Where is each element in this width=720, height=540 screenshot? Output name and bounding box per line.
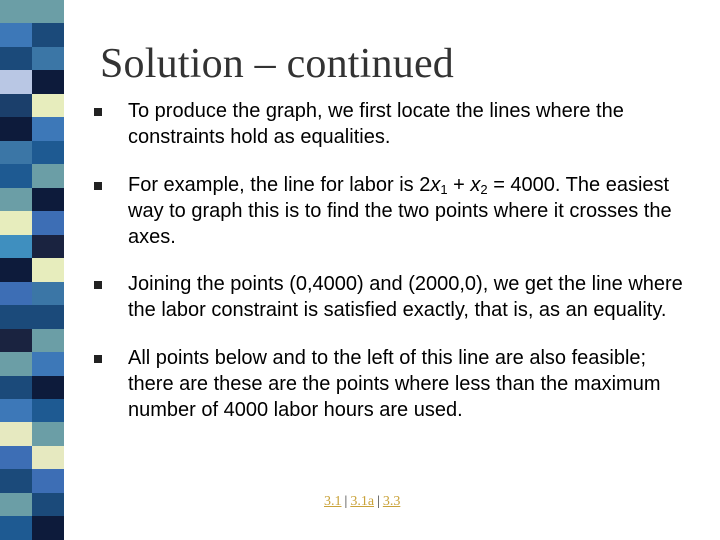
bullet-text-part: For example, the line for labor is 2 [128, 174, 431, 196]
bullet-text-part: = 4000. The easiest way to graph this is to find the two points where it crosses the axes. [128, 174, 672, 248]
link-3-3[interactable]: 3.3 [382, 494, 401, 509]
strip-cell [32, 235, 64, 258]
strip-cell [32, 516, 64, 539]
variable-x: x [470, 174, 481, 196]
strip-cell [0, 493, 32, 516]
strip-cell [32, 493, 64, 516]
strip-cell [32, 117, 64, 140]
variable-x: x [430, 174, 441, 196]
strip-cell [0, 422, 32, 445]
bullet-list [92, 98, 692, 445]
strip-cell [0, 469, 32, 492]
strip-cell [32, 422, 64, 445]
bullet-item [92, 271, 692, 323]
strip-cell [32, 164, 64, 187]
square-bullet-icon [94, 108, 102, 116]
strip-cell [32, 305, 64, 328]
bullet-text: To produce the graph, we first locate the lines where the constraints hold as equalities. [128, 100, 624, 148]
strip-cell [0, 47, 32, 70]
strip-cell [0, 235, 32, 258]
strip-cell [0, 70, 32, 93]
strip-cell [0, 0, 32, 23]
bullet-text [128, 174, 672, 248]
strip-cell [0, 376, 32, 399]
decorative-color-strip [0, 0, 64, 540]
strip-cell [0, 164, 32, 187]
strip-cell [0, 305, 32, 328]
link-3-1a[interactable]: 3.1a [350, 494, 375, 509]
strip-cell [32, 188, 64, 211]
strip-cell [0, 446, 32, 469]
bullet-text: Joining the points (0,4000) and (2000,0), we get the line where the labor constraint is satisfied exactly, that is, as an equality. [128, 273, 683, 321]
square-bullet-icon [94, 355, 102, 363]
strip-cell [32, 211, 64, 234]
strip-cell [0, 258, 32, 281]
slide-title: Solution – continued [100, 41, 454, 87]
strip-cell [32, 469, 64, 492]
strip-cell [32, 329, 64, 352]
strip-cell [0, 117, 32, 140]
separator: | [377, 494, 380, 509]
bullet-text-part: + [447, 174, 471, 196]
square-bullet-icon [94, 182, 102, 190]
strip-cell [32, 352, 64, 375]
separator: | [344, 494, 348, 509]
subscript: 1 [440, 182, 448, 197]
strip-cell [32, 70, 64, 93]
bullet-item [92, 345, 692, 423]
bullet-item [92, 98, 692, 150]
strip-cell [32, 94, 64, 117]
footer-navigation [324, 494, 400, 510]
bullet-item [92, 172, 692, 250]
bullet-text: All points below and to the left of this line are also feasible; there are these are the points where less than the maximum number of 4000 labor hours are used. [128, 347, 661, 421]
strip-cell [0, 188, 32, 211]
strip-cell [0, 211, 32, 234]
square-bullet-icon [94, 281, 102, 289]
strip-cell [0, 329, 32, 352]
strip-cell [0, 516, 32, 539]
strip-cell [0, 94, 32, 117]
strip-cell [0, 23, 32, 46]
strip-cell [0, 399, 32, 422]
strip-cell [32, 0, 64, 23]
subscript: 2 [480, 182, 488, 197]
strip-cell [32, 376, 64, 399]
strip-cell [32, 282, 64, 305]
strip-cell [0, 141, 32, 164]
strip-cell [32, 47, 64, 70]
link-3-1[interactable]: 3.1 [324, 494, 342, 509]
strip-cell [32, 399, 64, 422]
strip-column-left [0, 0, 32, 540]
strip-cell [32, 141, 64, 164]
strip-cell [32, 258, 64, 281]
strip-cell [32, 446, 64, 469]
strip-column-right [32, 0, 64, 540]
strip-cell [0, 352, 32, 375]
strip-cell [32, 23, 64, 46]
strip-cell [0, 282, 32, 305]
